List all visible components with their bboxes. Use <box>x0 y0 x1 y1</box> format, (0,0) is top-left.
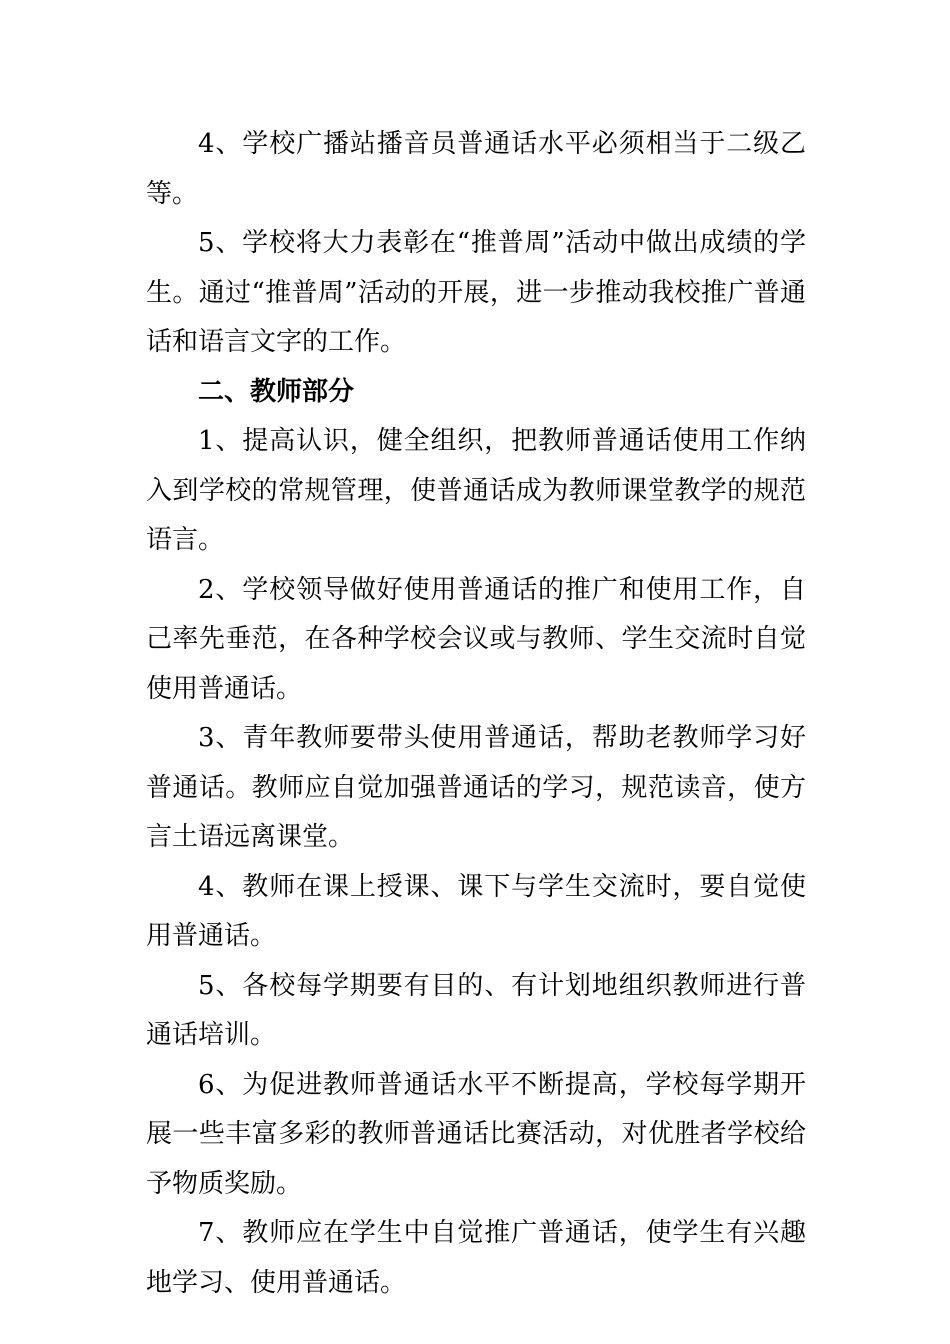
paragraph-teacher-1: 1、提高认识，健全组织，把教师普通话使用工作纳入到学校的常规管理，使普通话成为教师课堂教学的规范语言。 <box>146 426 806 555</box>
paragraph-teacher-7: 7、教师应在学生中自觉推广普通话，使学生有兴趣地学习、使用普通话。 <box>146 1218 806 1298</box>
paragraph-teacher-3: 3、青年教师要带头使用普通话，帮助老教师学习好普通话。教师应自觉加强普通话的学习，规范读音，使方言土语远离课堂。 <box>146 723 806 852</box>
paragraph-teacher-5: 5、各校每学期要有目的、有计划地组织教师进行普通话培训。 <box>146 970 806 1050</box>
paragraph-teacher-2: 2、学校领导做好使用普通话的推广和使用工作，自己率先垂范，在各种学校会议或与教师、学生交流时自觉使用普通话。 <box>146 574 806 704</box>
document-page <box>146 120 806 1308</box>
paragraph-teacher-4: 4、教师在课上授课、课下与学生交流时，要自觉使用普通话。 <box>146 871 806 951</box>
section-heading-teachers: 二、教师部分 <box>198 376 355 407</box>
paragraph-student-5: 5、学校将大力表彰在“推普周”活动中做出成绩的学生。通过“推普周”活动的开展，进一步推动我校推广普通话和语言文字的工作。 <box>146 228 806 357</box>
paragraph-student-4: 4、学校广播站播音员普通话水平必须相当于二级乙等。 <box>146 129 806 209</box>
paragraph-teacher-6: 6、为促进教师普通话水平不断提高，学校每学期开展一些丰富多彩的教师普通话比赛活动，对优胜者学校给予物质奖励。 <box>146 1069 806 1199</box>
